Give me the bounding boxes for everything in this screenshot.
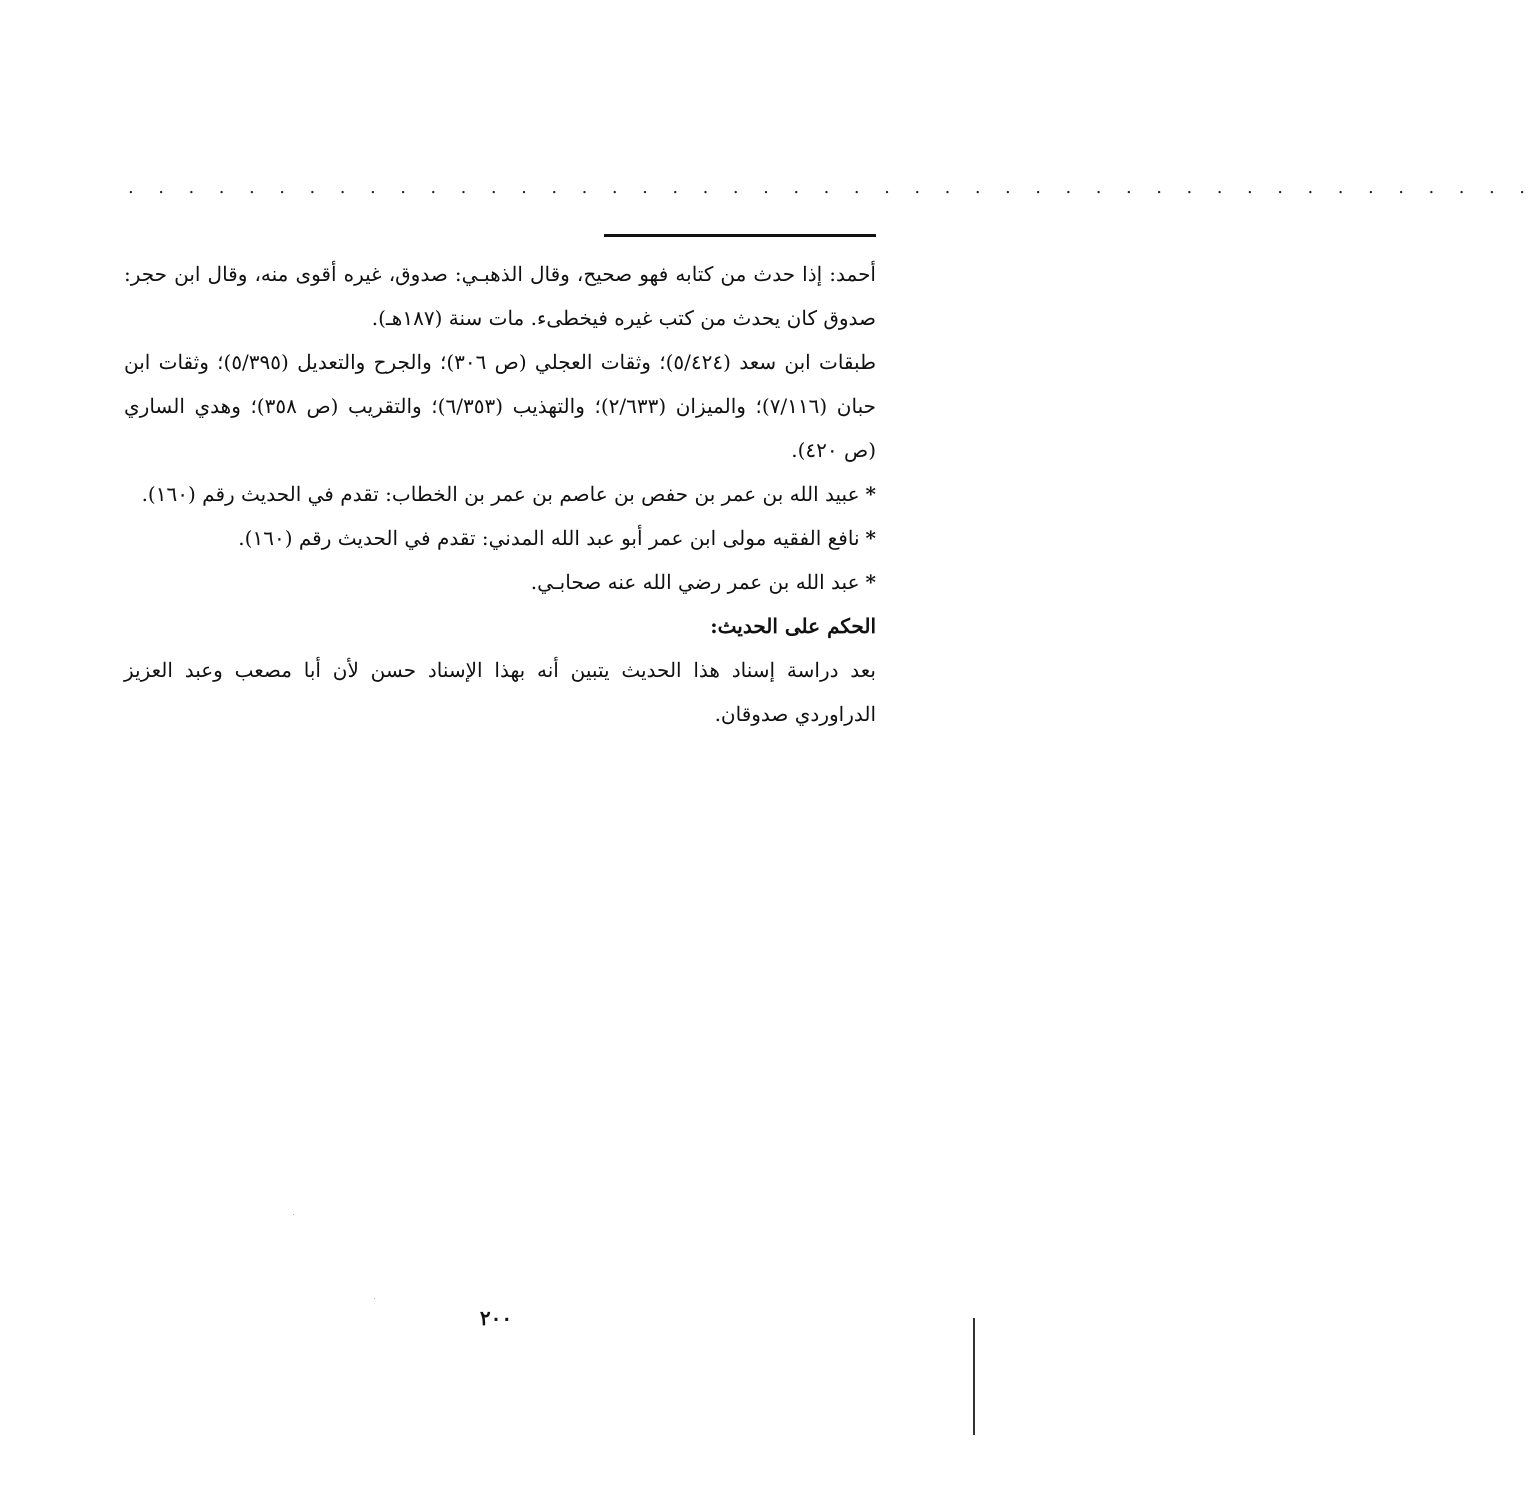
page-body <box>124 252 876 736</box>
paragraph-narrator-grading: أحمد: إذا حدث من كتابه فهو صحيح، وقال الذهبـي: صدوق، غيره أقوى منه، وقال ابن حجر: صدوق كان يحدث من كتب غيره فيخطىء. مات سنة (١٨٧هـ). <box>124 262 876 330</box>
section-heading: الحكم على الحديث: <box>710 614 876 638</box>
page-number: ٢٠٠ <box>479 1306 513 1330</box>
scan-edge-line <box>973 1318 975 1435</box>
scan-speck <box>374 1298 375 1299</box>
bullet-item <box>124 472 876 516</box>
bullet-symbol: * <box>865 570 876 594</box>
paragraph-references: طبقات ابن سعد (٥/٤٢٤)؛ وثقات العجلي (ص ٣٠٦)؛ والجرح والتعديل (٥/٣٩٥)؛ وثقات ابن حبان (٧/١١٦)؛ والميزان (٢/٦٣٣)؛ والتهذيب (٦/٣٥٣)؛ والتقريب (ص ٣٥٨)؛ وهدي الساري (ص ٤٢٠). <box>124 350 876 462</box>
bullet-symbol: * <box>865 526 876 550</box>
bullet-text: نافع الفقيه مولى ابن عمر أبو عبد الله المدني: تقدم في الحديث رقم (١٦٠). <box>238 526 860 550</box>
bullet-item <box>124 516 876 560</box>
footnote-rule <box>604 234 876 237</box>
bullet-text: عبيد الله بن عمر بن حفص بن عاصم بن عمر بن الخطاب: تقدم في الحديث رقم (١٦٠). <box>141 482 860 506</box>
scan-speck <box>293 1214 294 1215</box>
bullet-text: عبد الله بن عمر رضي الله عنه صحابـي. <box>530 570 860 594</box>
dotted-separator: . . . . . . . . . . . . . . . . . . . . . . . . . . . . . . . . . . . . . . . . . . . . . . . <box>128 177 1534 198</box>
bullet-item <box>124 560 876 604</box>
conclusion-paragraph: بعد دراسة إسناد هذا الحديث يتبين أنه بهذا الإسناد حسن لأن أبا مصعب وعبد العزيز الدراوردي صدوقان. <box>124 658 876 726</box>
bullet-symbol: * <box>865 482 876 506</box>
